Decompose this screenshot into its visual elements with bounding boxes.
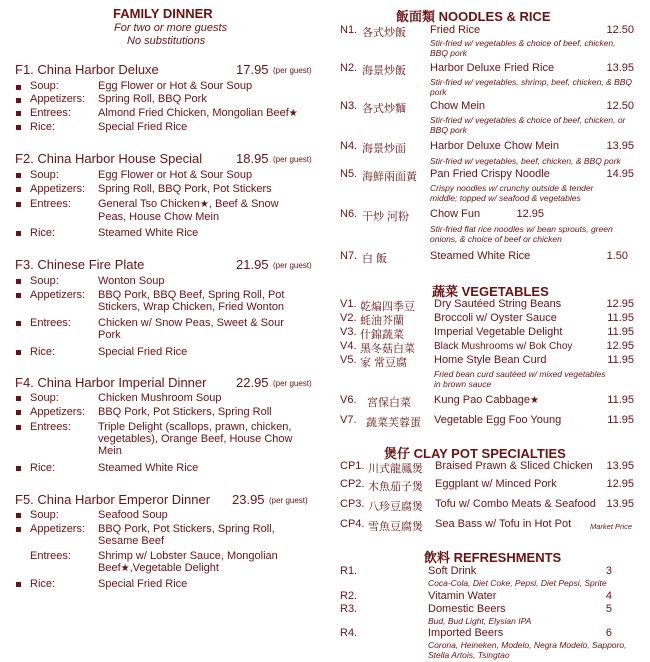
bullet (16, 396, 21, 401)
bullet (16, 279, 21, 284)
appetizers-label: Appetizers: (30, 289, 86, 301)
rice-label: Rice: (30, 346, 56, 358)
star-icon: ★ (199, 199, 209, 210)
vegetables-title: 蔬菜 VEGETABLES (432, 284, 549, 299)
entrees-label: Entrees: (30, 107, 71, 119)
family-dinner-note: No substitutions (127, 35, 206, 47)
item-price: 12.95 (516, 208, 544, 220)
bullet (16, 98, 21, 103)
item-name: Tofu w/ Combo Meats & Seafood (435, 498, 596, 510)
bullet (16, 410, 21, 415)
item-description: Coca-Cola, Diet Coke, Pepsi, Diet Pepsi, Sprite (428, 578, 607, 588)
bullet (16, 173, 21, 178)
f2-rice: Steamed White Rice (98, 227, 199, 239)
item-name: Home Style Bean Curd (434, 354, 547, 366)
item-chinese-name: 川式龍鳳煲 (368, 463, 423, 475)
item-code: V7. (340, 414, 357, 426)
item-name: Soft Drink (428, 565, 477, 577)
item-name: Eggplant w/ Minced Pork (435, 478, 557, 490)
item-chinese-name: 各式炒麵 (362, 103, 406, 115)
f5-entrees-b: ,Vegetable Delight (129, 562, 219, 574)
item-name: Vegetable Egg Foo Young (434, 414, 562, 426)
bullet (16, 187, 21, 192)
bullet (16, 202, 21, 207)
per-guest-label: (per guest) (269, 496, 308, 505)
item-price: 12.50 (606, 100, 634, 112)
item-price: 11.95 (607, 394, 634, 406)
f4-rice: Steamed White Rice (98, 462, 199, 474)
claypot-title: 煲仔 CLAY POT SPECIALTIES (384, 446, 566, 461)
item-price: 12.50 (606, 24, 634, 36)
star-icon: ★ (120, 563, 130, 574)
item-price: 13.95 (606, 460, 634, 472)
noodles-title: 飯面類 NOODLES & RICE (396, 9, 551, 24)
item-chinese-name: 家 常豆腐 (360, 357, 408, 369)
item-description: Bud, Bud Light, Elysian IPA (428, 616, 532, 626)
item-code: CP2. (340, 478, 365, 490)
item-description: Stir-fried w/ vegetables & choice of beef, chicken, BBQ pork (430, 38, 616, 58)
bullet (16, 85, 21, 90)
item-price: 12.95 (606, 340, 634, 352)
entrees-label: Entrees: (30, 421, 71, 433)
f2-entrees-b: , Beef & Snow Peas, House Chow Mein (98, 198, 279, 223)
per-guest-label: (per guest) (273, 66, 312, 75)
item-name: Chow Fun (430, 208, 481, 220)
family-dinner-subtitle: For two or more guests (114, 22, 228, 34)
item-chinese-name: 白 飯 (362, 253, 388, 265)
item-chinese-name: 八珍豆腐煲 (368, 501, 423, 513)
f1-rice: Special Fried Rice (98, 121, 188, 133)
item-price: 11.95 (607, 312, 634, 324)
item-code: V3. (340, 326, 357, 338)
item-name: Black Mushrooms w/ Bok Choy (434, 341, 573, 352)
rice-label: Rice: (30, 578, 56, 590)
item-chinese-name: 蚝油芥蘭 (360, 315, 404, 327)
item-chinese-name: 海鮮兩面黃 (362, 171, 417, 183)
entrees-label: Entrees: (30, 550, 71, 562)
item-price: 3 (605, 565, 612, 577)
soup-label: Soup: (30, 275, 59, 287)
item-price: 13.95 (606, 498, 634, 510)
item-price: 11.95 (607, 354, 634, 366)
item-name: Sea Bass w/ Tofu in Hot Pot (435, 518, 572, 530)
soup-label: Soup: (30, 392, 59, 404)
item-name: Pan Fried Crispy Noodle (430, 168, 550, 180)
bullet (16, 582, 21, 587)
entrees-label: Entrees: (30, 198, 71, 210)
item-chinese-name: 海景炒面 (362, 143, 406, 155)
item-code: R2. (340, 590, 358, 602)
bullet (16, 293, 21, 298)
item-chinese-name: 什錦蔬菜 (360, 329, 404, 341)
per-guest-label: (per guest) (273, 379, 312, 388)
bullet (16, 111, 21, 116)
f3-rice: Special Fried Rice (98, 346, 188, 358)
rice-label: Rice: (30, 462, 56, 474)
item-price: 11.95 (607, 414, 634, 426)
f5-soup: Seafood Soup (98, 509, 168, 521)
item-code: R4. (340, 627, 358, 639)
item-name: Kung Pao Cabbage (434, 394, 531, 406)
entrees-label: Entrees: (30, 317, 71, 329)
bullet (16, 527, 21, 532)
item-name: Vitamin Water (428, 590, 497, 602)
item-code: V2. (340, 312, 357, 324)
item-code: V6. (340, 394, 357, 406)
item-price: 11.95 (607, 326, 634, 338)
f5-entrees-a: Shrimp w/ Lobster Sauce, Mongolian Beef (98, 550, 278, 574)
f2-entrees (98, 198, 298, 223)
f3-title: F3. Chinese Fire Plate (15, 257, 145, 272)
item-description: Corona, Heineken, Modelo, Negra Modelo, Sapporo, Stella Artois, Tsingtao (428, 640, 627, 660)
item-price: 14.95 (606, 168, 634, 180)
f4-soup: Chicken Mushroom Soup (98, 392, 222, 404)
item-name: Imported Beers (428, 627, 504, 639)
item-chinese-name: 干炒 河粉 (362, 211, 410, 223)
appetizers-label: Appetizers: (30, 183, 86, 195)
f3-appetizers: BBQ Pork, BBQ Beef, Spring Roll, Pot Stickers, Wrap Chicken, Fried Wonton (98, 289, 285, 313)
item-description: Stir-fried flat rice noodles w/ bean sprouts, green onions, & choice of beef or chicken (430, 224, 613, 244)
family-dinner-title: FAMILY DINNER (113, 6, 213, 21)
f5-appetizers: BBQ Pork, Pot Stickers, Spring Roll, Sesame Beef (98, 523, 275, 547)
f1-entrees: Almond Fried Chicken, Mongolian Beef (98, 107, 289, 119)
f2-appetizers: Spring Roll, BBQ Pork, Pot Stickers (98, 183, 272, 195)
item-description: Stir-fried w/ vegetables, beef, chicken, & BBQ pork (430, 156, 621, 166)
f5-price: 23.95 (232, 492, 265, 507)
item-price: 6 (605, 627, 612, 639)
item-code: CP4. (340, 518, 365, 530)
f5-entrees (98, 550, 308, 575)
soup-label: Soup: (30, 80, 59, 92)
item-price: 13.95 (606, 62, 634, 74)
kung-pao-item (434, 394, 539, 406)
item-price: 13.95 (606, 140, 634, 152)
bullet (16, 231, 21, 236)
soup-label: Soup: (30, 509, 59, 521)
star-icon: ★ (288, 108, 298, 119)
per-guest-label: (per guest) (273, 155, 312, 164)
item-code: R1. (340, 565, 358, 577)
item-name: Harbor Deluxe Chow Mein (430, 140, 559, 152)
item-chinese-name: 蔬菜芙蓉蛋 (366, 417, 421, 429)
item-chinese-name: 雪魚豆腐煲 (368, 521, 423, 533)
bullet (16, 513, 21, 518)
f1-appetizers: Spring Roll, BBQ Pork (98, 93, 207, 105)
item-price: 1.50 (606, 250, 628, 262)
f3-price: 21.95 (236, 257, 269, 272)
item-chinese-name: 海景炒飯 (362, 65, 406, 77)
item-code: R3. (340, 603, 358, 615)
f1-title: F1. China Harbor Deluxe (15, 62, 159, 77)
f2-price: 18.95 (236, 151, 269, 166)
market-price-label: Market Price (590, 522, 633, 531)
item-name: Imperial Vegetable Delight (434, 326, 563, 338)
item-chinese-name: 木魚茄子煲 (368, 481, 423, 493)
item-code: V5. (340, 354, 357, 366)
f5-title: F5. China Harbor Emperor Dinner (15, 492, 211, 507)
appetizers-label: Appetizers: (30, 406, 86, 418)
item-name: Steamed White Rice (430, 250, 531, 262)
item-name: Dry Sautéed String Beans (434, 298, 562, 310)
item-price: 5 (605, 603, 612, 615)
rice-label: Rice: (30, 227, 56, 239)
item-chinese-name: 乾煸四季豆 (360, 301, 415, 313)
item-chinese-name: 各式炒飯 (362, 27, 406, 39)
f4-price: 22.95 (236, 375, 269, 390)
item-code: N3. (340, 100, 358, 112)
bullet (16, 425, 21, 430)
item-code: V1. (340, 298, 357, 310)
item-price: 4 (605, 590, 612, 602)
bullet (16, 125, 21, 130)
item-code: N7. (340, 250, 358, 262)
item-description: Fried bean curd sautéed w/ mixed vegetables in brown sauce (434, 369, 606, 389)
f4-entrees: Triple Delight (scallops, prawn, chicken, vegetables), Orange Beef, House Chow Mein (98, 421, 293, 457)
bullet (16, 321, 21, 326)
item-name: Fried Rice (430, 24, 481, 36)
item-code: N2. (340, 62, 358, 74)
per-guest-label: (per guest) (273, 261, 312, 270)
item-name: Chow Mein (430, 100, 486, 112)
f3-soup: Wonton Soup (98, 275, 165, 287)
bullet (16, 466, 21, 471)
f1-entrees-line (98, 107, 298, 120)
item-name: Harbor Deluxe Fried Rice (430, 62, 555, 74)
star-icon: ★ (530, 395, 539, 406)
item-code: CP3. (340, 498, 365, 510)
refreshments-title: 飲料 REFRESHMENTS (424, 550, 562, 565)
item-price: 12.95 (606, 478, 634, 490)
item-name: Braised Prawn & Sliced Chicken (435, 460, 593, 472)
item-description: Stir-fried w/ vegetables, shrimp, beef, chicken, & BBQ pork (430, 77, 633, 97)
f1-soup: Egg Flower or Hot & Sour Soup (98, 80, 253, 92)
bullet (16, 350, 21, 355)
f5-rice: Special Fried Rice (98, 578, 188, 590)
item-code: N6. (340, 208, 358, 220)
item-code: N4. (340, 140, 358, 152)
item-code: N5. (340, 168, 358, 180)
item-code: CP1. (340, 460, 365, 472)
item-description: Crispy noodles w/ crunchy outside & tender middle; topped w/ seafood & vegetables (430, 183, 594, 203)
item-name: Domestic Beers (428, 603, 506, 615)
f2-entrees-a: General Tso Chicken (98, 198, 200, 210)
item-description: Stir-fried w/ vegetables & choice of beef, chicken, or BBQ pork (430, 115, 626, 135)
item-code: V4. (340, 340, 357, 352)
item-name: Broccoli w/ Oyster Sauce (434, 312, 557, 324)
f4-title: F4. China Harbor Imperial Dinner (15, 375, 207, 390)
item-code: N1. (340, 24, 358, 36)
item-chinese-name: 黑冬菇白菜 (360, 343, 415, 355)
appetizers-label: Appetizers: (30, 523, 86, 535)
f2-soup: Egg Flower or Hot & Sour Soup (98, 169, 253, 181)
rice-label: Rice: (30, 121, 56, 133)
f1-price: 17.95 (236, 62, 269, 77)
soup-label: Soup: (30, 169, 59, 181)
f3-entrees: Chicken w/ Snow Peas, Sweet & Sour Pork (98, 317, 284, 341)
item-chinese-name: 宮保白菜 (367, 397, 411, 409)
appetizers-label: Appetizers: (30, 93, 86, 105)
f4-appetizers: BBQ Pork, Pot Stickers, Spring Roll (98, 406, 272, 418)
item-price: 12.95 (606, 298, 634, 310)
f2-title: F2. China Harbor House Special (15, 151, 203, 166)
